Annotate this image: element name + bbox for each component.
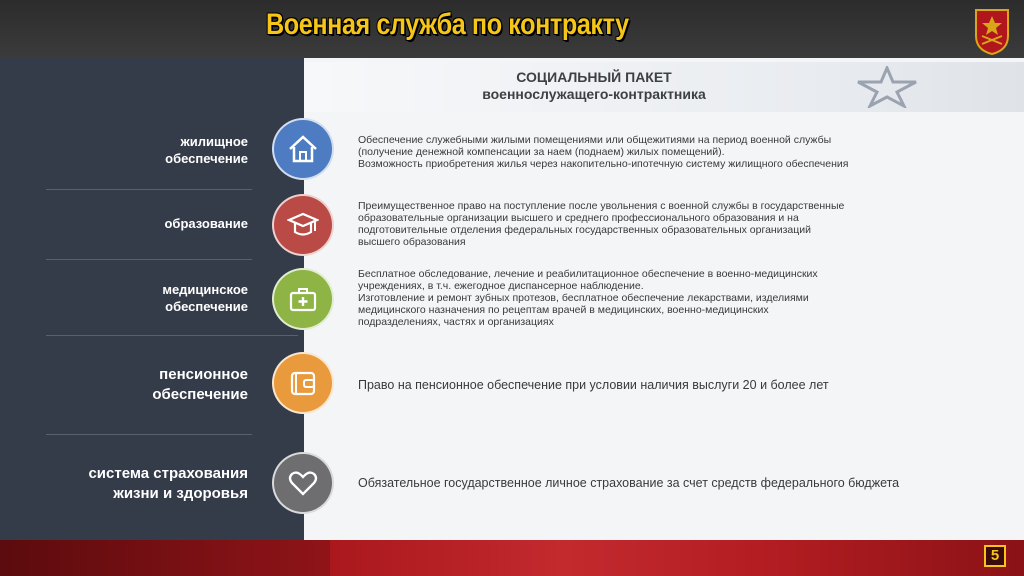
divider xyxy=(46,434,252,435)
graduation-cap-icon xyxy=(287,209,319,241)
circle-medical xyxy=(272,268,334,330)
divider xyxy=(46,335,298,336)
heart-icon xyxy=(287,467,319,499)
divider xyxy=(46,259,252,260)
circle-housing xyxy=(272,118,334,180)
desc-medical-text: Бесплатное обследование, лечение и реабилитационное обеспечение в военно-медицинских учреждениях, в т.ч. ежегодное диспансерное наблюдение. Изготовление и ремонт зубных протезов, бесплатное обеспечение лекарствами, изделиями медицинского назначения по рецептам врачей в медицинских, военно-медицинских подразделениях, частях и организациях xyxy=(358,268,818,328)
circle-insurance xyxy=(272,452,334,514)
desc-housing-text: Обеспечение служебными жилыми помещениями или общежитиями на период военной службы (получение денежной компенсации за наем (поднаем) жилых помещений). Возможность приобретения жилья через накопительно-ипотечную систему жилищного обеспечения xyxy=(358,134,849,170)
desc-medical xyxy=(358,268,978,328)
circle-pension xyxy=(272,352,334,414)
label-education: образование xyxy=(164,216,248,231)
desc-education xyxy=(358,200,978,248)
desc-pension xyxy=(358,378,978,393)
house-icon xyxy=(287,133,319,165)
banner-title: СОЦИАЛЬНЫЙ ПАКЕТ xyxy=(516,69,672,85)
footer-stripe-dark xyxy=(0,540,330,576)
slide-title: Военная служба по контракту xyxy=(266,8,629,41)
label-medical: медицинское обеспечение xyxy=(162,282,248,314)
circle-education xyxy=(272,194,334,256)
banner-subtitle: военнослужащего-контрактника xyxy=(482,86,706,102)
divider xyxy=(46,189,252,190)
page-number: 5 xyxy=(984,545,1006,567)
star-icon xyxy=(856,66,918,108)
desc-insurance xyxy=(358,476,978,491)
label-pension: пенсионное обеспечение xyxy=(152,366,248,403)
desc-insurance-text: Обязательное государственное личное страхование за счет средств федерального бюджета xyxy=(358,476,900,490)
label-insurance: система страхования жизни и здоровья xyxy=(88,465,248,502)
desc-housing xyxy=(358,134,978,170)
label-housing: жилищное обеспечение xyxy=(165,134,248,166)
medical-kit-icon xyxy=(287,283,319,315)
wallet-icon xyxy=(287,367,319,399)
desc-pension-text: Право на пенсионное обеспечение при условии наличия выслуги 20 и более лет xyxy=(358,378,829,392)
emblem-icon xyxy=(972,6,1012,56)
desc-education-text: Преимущественное право на поступление после увольнения с военной службы в государственные образовательные организации высшего и среднего профессионального образования и на подготовительные отделения федеральных государственных образовательных организаций высшего образования xyxy=(358,200,845,248)
